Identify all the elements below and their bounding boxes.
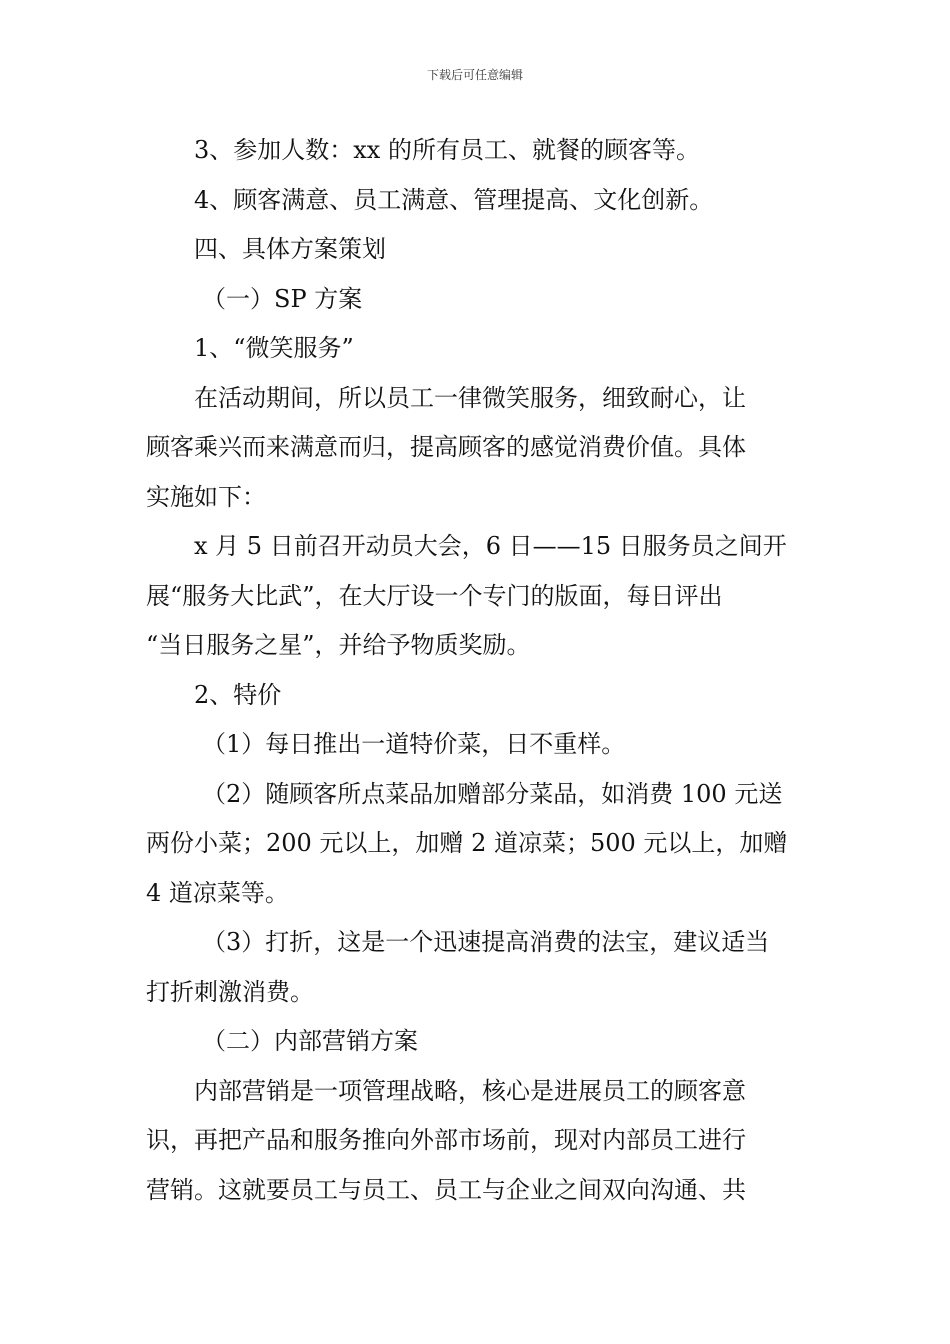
paragraph-line: 内部营销是一项管理战略，核心是进展员工的顾客意 [194,1076,746,1105]
paragraph-line: x 月 5 日前召开动员大会，6 日——15 日服务员之间开 [194,532,787,560]
header-note: 下载后可任意编辑 [426,68,523,82]
item-heading: 1、“微笑服务” [194,334,354,362]
item-heading: 2、特价 [194,680,282,709]
paragraph-line: 营销。这就要员工与员工、员工与企业之间双向沟通、共 [146,1175,746,1204]
section-heading: 四、具体方案策划 [194,235,386,263]
paragraph-line: 在活动期间，所以员工一律微笑服务，细致耐心，让 [194,383,746,412]
paragraph-line: 打折刺激消费。 [146,977,314,1006]
paragraph-line: （3）打折，这是一个迅速提高消费的法宝，建议适当 [202,928,770,956]
paragraph-line: 两份小菜；200 元以上，加赠 2 道凉菜；500 元以上，加赠 [146,829,788,857]
document-body [146,126,806,1215]
subsection-heading: （二）内部营销方案 [202,1027,418,1055]
paragraph-line: 识，再把产品和服务推向外部市场前，现对内部员工进行 [146,1126,746,1154]
paragraph-line: 4、顾客满意、员工满意、管理提高、文化创新。 [194,185,714,214]
paragraph-line: 顾客乘兴而来满意而归，提高顾客的感觉消费价值。具体 [146,433,746,461]
paragraph-line: （1）每日推出一道特价菜，日不重样。 [202,730,626,758]
paragraph-line: 实施如下： [146,482,266,511]
paragraph-line: 4 道凉菜等。 [146,878,289,907]
paragraph-line: 展“服务大比武”，在大厅设一个专门的版面，每日评出 [146,581,723,610]
paragraph-line: “当日服务之星”，并给予物质奖励。 [146,631,531,659]
paragraph-line: （2）随顾客所点菜品加赠部分菜品，如消费 100 元送 [202,779,783,808]
paragraph-line: 3、参加人数：xx 的所有员工、就餐的顾客等。 [194,136,700,164]
subsection-heading: （一）SP 方案 [202,284,363,313]
